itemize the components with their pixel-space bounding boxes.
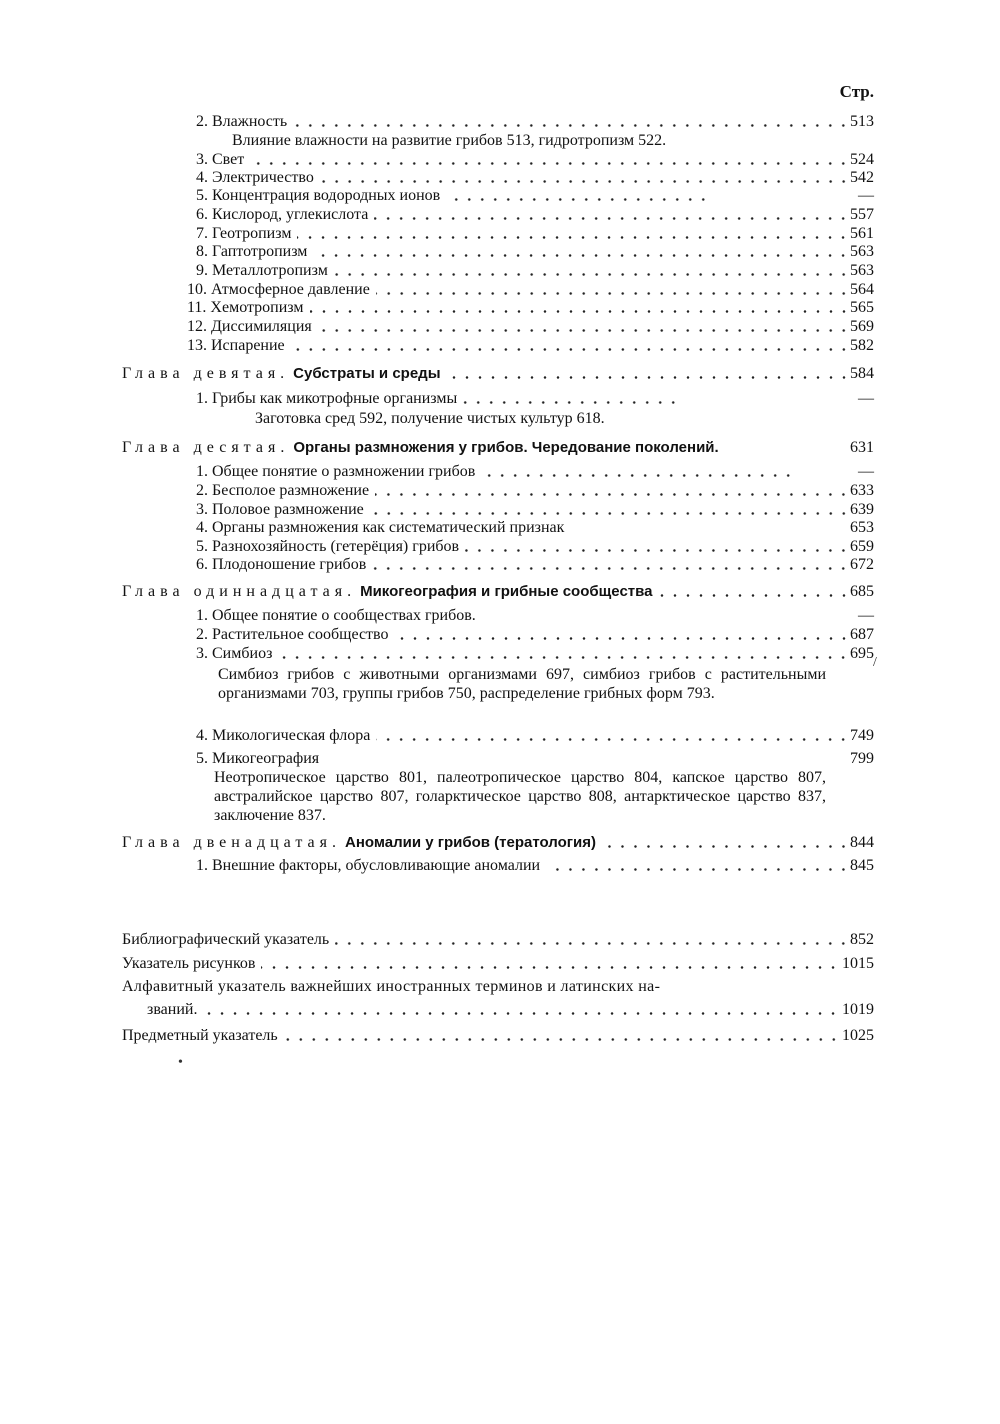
entry-title: Концентрация водородных ионов (212, 187, 441, 204)
toc-entry[interactable]: 1. Внешние факторы, обусловливающие аномалии 845 (196, 857, 874, 874)
entry-page: 524 (850, 151, 874, 168)
toc-entry[interactable]: 2. Растительное сообщество 687 (196, 626, 874, 643)
chapter-label: Глава двенадцатая. (122, 834, 341, 851)
entry-note: Симбиоз грибов с животными организмами 697, симбиоз грибов с растительными организмами 703, группы грибов 750, распределение грибных форм 793. (218, 666, 826, 702)
toc-entry[interactable]: 10. Атмосферное давление 564 (187, 281, 874, 298)
index-page: 1025 (842, 1027, 874, 1044)
chapter-title: Микогеография и грибные сообщества (360, 583, 653, 600)
toc-entry[interactable]: 3. Симбиоз 695 (196, 645, 874, 662)
entry-title: Общее понятие о размножении грибов (212, 463, 476, 480)
toc-entry[interactable]: 5. Микогеография 799 (196, 750, 874, 767)
toc-entry[interactable]: 12. Диссимиляция 569 (187, 318, 874, 335)
chapter-label: Глава девятая. (122, 365, 290, 382)
index-entry[interactable] (0, 1026, 1000, 1046)
toc-entry[interactable]: 1. Общее понятие о размножении грибов — (196, 463, 874, 480)
chapter-page: 631 (850, 439, 874, 456)
entry-title: Общее понятие о сообществах грибов. (212, 607, 476, 624)
entry-title: Влажность (212, 113, 288, 130)
entry-page: 672 (850, 556, 874, 573)
toc-entry[interactable]: 5. Разнохозяйность (гетерёция) грибов 659 (196, 538, 874, 555)
toc-entry[interactable]: 1. Общее понятие о сообществах грибов. — (196, 607, 874, 624)
index-entry[interactable] (0, 930, 1000, 950)
entry-title: Микогеография (212, 750, 320, 767)
toc-entry[interactable]: 5. Концентрация водородных ионов — (196, 187, 874, 204)
leader-dots (659, 593, 850, 598)
entry-page: 653 (850, 519, 874, 536)
index-entry-continued[interactable] (0, 1000, 1000, 1020)
chapter-title: Субстраты и среды (293, 365, 441, 382)
leader-dots (370, 511, 850, 516)
leader-dots (291, 347, 850, 352)
entry-page: 561 (850, 225, 874, 242)
leader-dots (602, 844, 850, 849)
index-page: 1015 (842, 955, 874, 972)
index-title-continued: званий. (147, 1001, 198, 1018)
leader-dots (374, 216, 850, 221)
entry-title: Испарение (211, 337, 285, 354)
leader-dots (446, 197, 710, 202)
stray-bullet-mark: • (178, 1055, 183, 1070)
toc-entry[interactable] (0, 112, 1000, 132)
leader-dots (447, 375, 851, 380)
index-entry[interactable] (0, 977, 1000, 997)
entry-note: Заготовка сред 592, получение чистых культур 618. (255, 410, 605, 427)
leader-dots (463, 400, 680, 405)
index-page: 852 (850, 931, 874, 948)
entry-title: Кислород, углекислота (212, 206, 369, 223)
entry-page: 513 (850, 113, 874, 130)
toc-entry[interactable]: 2. Бесполое размножение 633 (196, 482, 874, 499)
margin-slash-mark: / (873, 655, 877, 670)
entry-page: 799 (850, 750, 874, 767)
chapter-page: 584 (850, 365, 874, 382)
entry-page: 639 (850, 501, 874, 518)
chapter-label: Глава десятая. (122, 439, 290, 456)
entry-title: Симбиоз (212, 645, 273, 662)
entry-note: Влияние влажности на развитие грибов 513, гидротропизм 522. (232, 132, 667, 149)
entry-title: Микологическая флора (212, 727, 371, 744)
toc-entry[interactable]: 4. Электричество 542 (196, 169, 874, 186)
toc-entry[interactable]: 3. Половое размножение 639 (196, 501, 874, 518)
entry-title: Гаптотропизм (212, 243, 308, 260)
leader-dots (376, 737, 850, 742)
entry-title: Внешние факторы, обусловливающие аномалии (212, 857, 541, 874)
toc-entry[interactable]: 8. Гаптотропизм 563 (196, 243, 874, 260)
leader-dots (395, 636, 851, 641)
leader-dots (261, 965, 840, 970)
entry-page: 565 (850, 299, 874, 316)
toc-entry[interactable]: 13. Испарение 582 (187, 337, 874, 354)
leader-dots (293, 123, 850, 128)
toc-entry[interactable]: 6. Кислород, углекислота 557 (196, 206, 874, 223)
entry-page: 563 (850, 262, 874, 279)
chapter-page: 685 (850, 583, 874, 600)
toc-entry[interactable]: 3. Свет 524 (196, 151, 874, 168)
leader-dots (278, 655, 850, 660)
chapter-heading[interactable] (0, 582, 1000, 602)
entry-page: 845 (850, 857, 874, 874)
toc-entry[interactable]: 6. Плодоношение грибов 672 (196, 556, 874, 573)
leader-dots (318, 328, 850, 333)
leader-dots (372, 566, 850, 571)
chapter-title: Аномалии у грибов (тератология) (344, 834, 597, 851)
leader-dots (334, 272, 850, 277)
entry-page: 563 (850, 243, 874, 260)
toc-entry[interactable]: 7. Геотропизм 561 (196, 225, 874, 242)
toc-entry[interactable]: 9. Металлотропизм 563 (196, 262, 874, 279)
entry-title: Органы размножения как систематический признак (212, 519, 565, 536)
page-column-header: Стр. (839, 82, 874, 101)
entry-page: 564 (850, 281, 874, 298)
entry-title: Разнохозяйность (гетерёция) грибов (212, 538, 460, 555)
entry-number: 2. (196, 113, 208, 130)
entry-title: Атмосферное давление (211, 281, 370, 298)
leader-dots (284, 1037, 840, 1042)
entry-title: Половое размножение (212, 501, 364, 518)
entry-page: — (858, 607, 874, 624)
toc-entry[interactable]: 4. Микологическая флора 749 (196, 727, 874, 744)
leader-dots (481, 473, 795, 478)
leader-dots (320, 179, 850, 184)
chapter-heading[interactable] (0, 438, 1000, 458)
leader-dots (250, 161, 850, 166)
chapter-heading[interactable] (0, 833, 1000, 853)
entry-page: 557 (850, 206, 874, 223)
chapter-title: Органы размножения у грибов. Чередование поколений. (293, 439, 719, 456)
entry-page: 542 (850, 169, 874, 186)
entry-title: Плодоношение грибов (212, 556, 367, 573)
leader-dots (546, 867, 850, 872)
index-page: 1019 (842, 1001, 874, 1018)
entry-page: 633 (850, 482, 874, 499)
index-title: Предметный указатель (122, 1027, 278, 1044)
entry-title: Свет (212, 151, 245, 168)
chapter-label: Глава одиннадцатая. (122, 583, 357, 600)
leader-dots (297, 235, 850, 240)
entry-page: 659 (850, 538, 874, 555)
leader-dots (465, 548, 850, 553)
entry-page: 749 (850, 727, 874, 744)
toc-entry[interactable]: 1. Грибы как микотрофные организмы — (196, 390, 874, 407)
leader-dots (375, 492, 850, 497)
entry-title: Грибы как микотрофные организмы (212, 390, 458, 407)
entry-note: Неотропическое царство 801, палеотропическое царство 804, капское царство 807, австралийское царство 807, голарктическое царство 808, антарктическое царство 837, заключение 837. (214, 769, 826, 824)
leader-dots (313, 253, 850, 258)
index-title: Указатель рисунков (122, 955, 256, 972)
leader-dots (335, 941, 850, 946)
entry-page: — (858, 390, 874, 407)
entry-title: Диссимиляция (211, 318, 312, 335)
entry-page: 695 (850, 645, 874, 662)
chapter-heading[interactable] (0, 364, 1000, 384)
entry-page: 582 (850, 337, 874, 354)
toc-entry[interactable]: 11. Хемотропизм 565 (187, 299, 874, 316)
index-title: Библиографический указатель (122, 931, 330, 948)
toc-entry[interactable]: 4. Органы размножения как систематический признак 653 (196, 519, 874, 536)
entry-title: Хемотропизм (210, 299, 304, 316)
entry-page: — (858, 187, 874, 204)
entry-title: Растительное сообщество (212, 626, 389, 643)
chapter-page: 844 (850, 834, 874, 851)
leader-dots (376, 291, 850, 296)
entry-page: 569 (850, 318, 874, 335)
leader-dots (310, 309, 850, 314)
index-entry[interactable] (0, 954, 1000, 974)
leader-dots (203, 1011, 840, 1016)
entry-title: Бесполое размножение (212, 482, 370, 499)
entry-title: Металлотропизм (212, 262, 328, 279)
entry-title: Геотропизм (212, 225, 292, 242)
entry-title: Электричество (212, 169, 314, 186)
entry-page: — (858, 463, 874, 480)
index-title: Алфавитный указатель важнейших иностранных терминов и латинских на- (122, 978, 661, 995)
entry-page: 687 (850, 626, 874, 643)
